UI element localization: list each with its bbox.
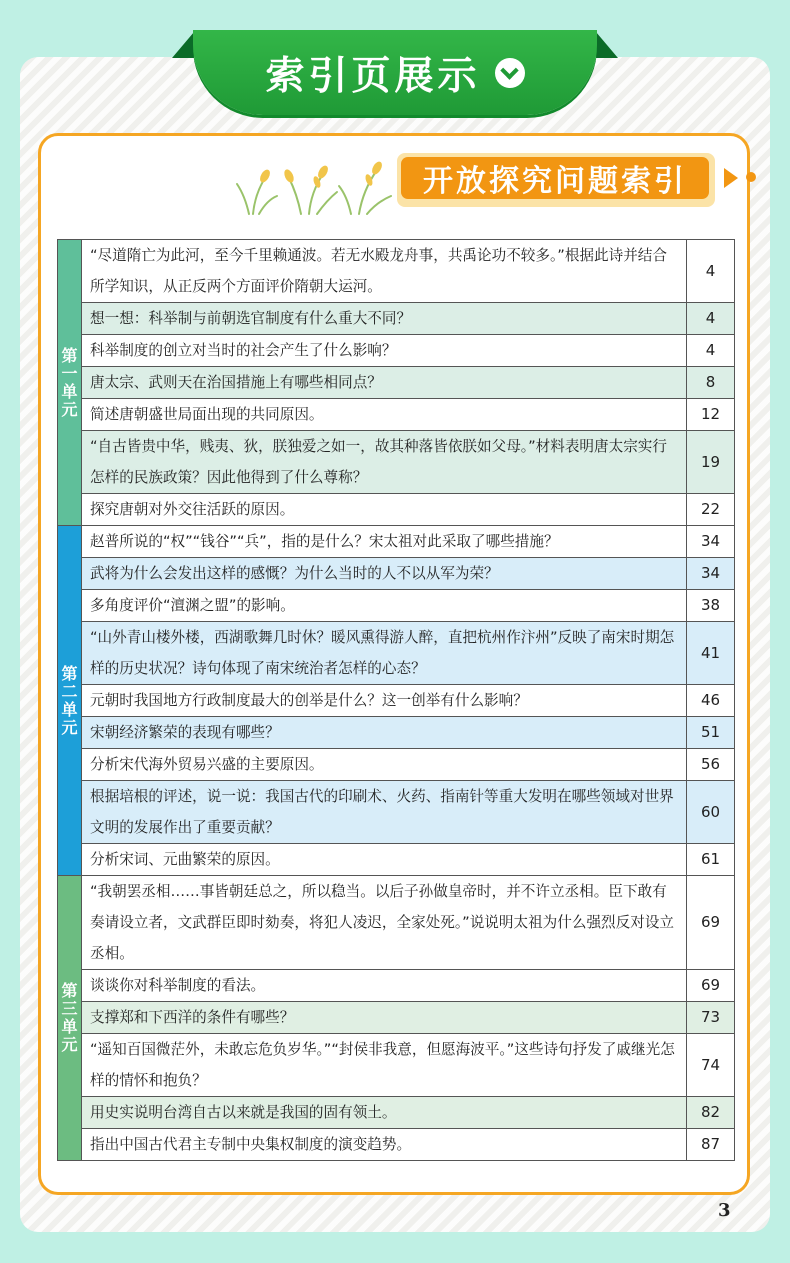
page-cell: 41 <box>687 622 735 685</box>
table-row <box>58 622 735 685</box>
table-row <box>58 781 735 844</box>
page-number: 3 <box>718 1200 731 1221</box>
banner-fold-left <box>172 32 194 58</box>
unit-label <box>58 526 82 876</box>
table-row <box>58 240 735 303</box>
question-cell: 用史实说明台湾自古以来就是我国的固有领土。 <box>82 1097 687 1129</box>
page-cell: 38 <box>687 590 735 622</box>
table-row <box>58 1034 735 1097</box>
question-cell: 宋朝经济繁荣的表现有哪些？ <box>82 717 687 749</box>
page-cell: 56 <box>687 749 735 781</box>
unit-label-text: 第二单元 <box>61 663 78 737</box>
page-cell: 19 <box>687 431 735 494</box>
question-cell: “山外青山楼外楼，西湖歌舞几时休？暖风熏得游人醉，直把杭州作汴州”反映了南宋时期怎样的历史状况？诗句体现了南宋统治者怎样的心态？ <box>82 622 687 685</box>
question-cell: 支撑郑和下西洋的条件有哪些？ <box>82 1002 687 1034</box>
question-cell: 多角度评价“澶渊之盟”的影响。 <box>82 590 687 622</box>
page-cell: 73 <box>687 1002 735 1034</box>
table-row <box>58 685 735 717</box>
question-cell: 谈谈你对科举制度的看法。 <box>82 970 687 1002</box>
question-cell: 根据培根的评述，说一说：我国古代的印刷术、火药、指南针等重大发明在哪些领域对世界文明的发展作出了重要贡献？ <box>82 781 687 844</box>
unit-label-text: 第三单元 <box>61 981 78 1054</box>
table-row <box>58 367 735 399</box>
question-cell: 想一想：科举制与前朝选官制度有什么重大不同？ <box>82 303 687 335</box>
table-row <box>58 590 735 622</box>
question-cell: “遥知百国微茫外，未敢忘危负岁华。”“封侯非我意，但愿海波平。”这些诗句抒发了戚继光怎样的情怀和抱负？ <box>82 1034 687 1097</box>
page-cell: 60 <box>687 781 735 844</box>
question-cell: 元朝时我国地方行政制度最大的创举是什么？这一创举有什么影响？ <box>82 685 687 717</box>
unit-label-text: 第一单元 <box>61 345 78 419</box>
page-cell: 69 <box>687 876 735 970</box>
chevron-down-circle-icon <box>495 58 525 88</box>
section-tag-title: 开放探究问题索引 <box>401 157 709 199</box>
question-cell: “尽道隋亡为此河，至今千里赖通波。若无水殿龙舟事，共禹论功不较多。”根据此诗并结合所学知识，从正反两个方面评价隋朝大运河。 <box>82 240 687 303</box>
banner-fold-right <box>596 32 618 58</box>
index-panel <box>38 133 750 1195</box>
page-banner <box>193 30 597 115</box>
wheat-plants-icon <box>231 156 401 216</box>
page-cell: 8 <box>687 367 735 399</box>
table-row <box>58 1129 735 1161</box>
page-cell: 4 <box>687 335 735 367</box>
question-cell: 武将为什么会发出这样的感慨？为什么当时的人不以从军为荣？ <box>82 558 687 590</box>
page-cell: 82 <box>687 1097 735 1129</box>
table-row <box>58 1002 735 1034</box>
question-cell: “我朝罢丞相……事皆朝廷总之，所以稳当。以后子孙做皇帝时，并不许立丞相。臣下敢有奏请设立者，文武群臣即时劾奏，将犯人凌迟，全家处死。”说说明太祖为什么强烈反对设立丞相。 <box>82 876 687 970</box>
page-cell: 34 <box>687 526 735 558</box>
question-cell: 赵普所说的“权”“钱谷”“兵”，指的是什么？宋太祖对此采取了哪些措施？ <box>82 526 687 558</box>
question-cell: 分析宋词、元曲繁荣的原因。 <box>82 844 687 876</box>
page-cell: 12 <box>687 399 735 431</box>
banner-title: 索引页展示 <box>265 53 481 99</box>
table-row <box>58 749 735 781</box>
question-cell: 分析宋代海外贸易兴盛的主要原因。 <box>82 749 687 781</box>
table-row <box>58 303 735 335</box>
page-cell: 87 <box>687 1129 735 1161</box>
question-cell: 简述唐朝盛世局面出现的共同原因。 <box>82 399 687 431</box>
page-cell: 46 <box>687 685 735 717</box>
question-cell: 指出中国古代君主专制中央集权制度的演变趋势。 <box>82 1129 687 1161</box>
tag-dot <box>746 172 756 182</box>
table-row <box>58 844 735 876</box>
question-cell: 探究唐朝对外交往活跃的原因。 <box>82 494 687 526</box>
table-row <box>58 494 735 526</box>
question-cell: 唐太宗、武则天在治国措施上有哪些相同点？ <box>82 367 687 399</box>
page-cell: 4 <box>687 240 735 303</box>
tag-arrow <box>724 168 738 188</box>
table-row <box>58 558 735 590</box>
table-row <box>58 876 735 970</box>
page-cell: 74 <box>687 1034 735 1097</box>
table-row <box>58 717 735 749</box>
page-cell: 22 <box>687 494 735 526</box>
unit-label <box>58 876 82 1161</box>
table-row <box>58 970 735 1002</box>
table-row <box>58 526 735 558</box>
page-cell: 34 <box>687 558 735 590</box>
table-row <box>58 431 735 494</box>
unit-label <box>58 240 82 526</box>
page-cell: 69 <box>687 970 735 1002</box>
index-table <box>57 239 735 1161</box>
page-cell: 51 <box>687 717 735 749</box>
page-cell: 61 <box>687 844 735 876</box>
table-row <box>58 335 735 367</box>
table-row <box>58 1097 735 1129</box>
page-cell: 4 <box>687 303 735 335</box>
section-tag <box>397 153 715 207</box>
question-cell: “自古皆贵中华，贱夷、狄，朕独爱之如一，故其种落皆依朕如父母。”材料表明唐太宗实行怎样的民族政策？因此他得到了什么尊称？ <box>82 431 687 494</box>
table-row <box>58 399 735 431</box>
question-cell: 科举制度的创立对当时的社会产生了什么影响？ <box>82 335 687 367</box>
